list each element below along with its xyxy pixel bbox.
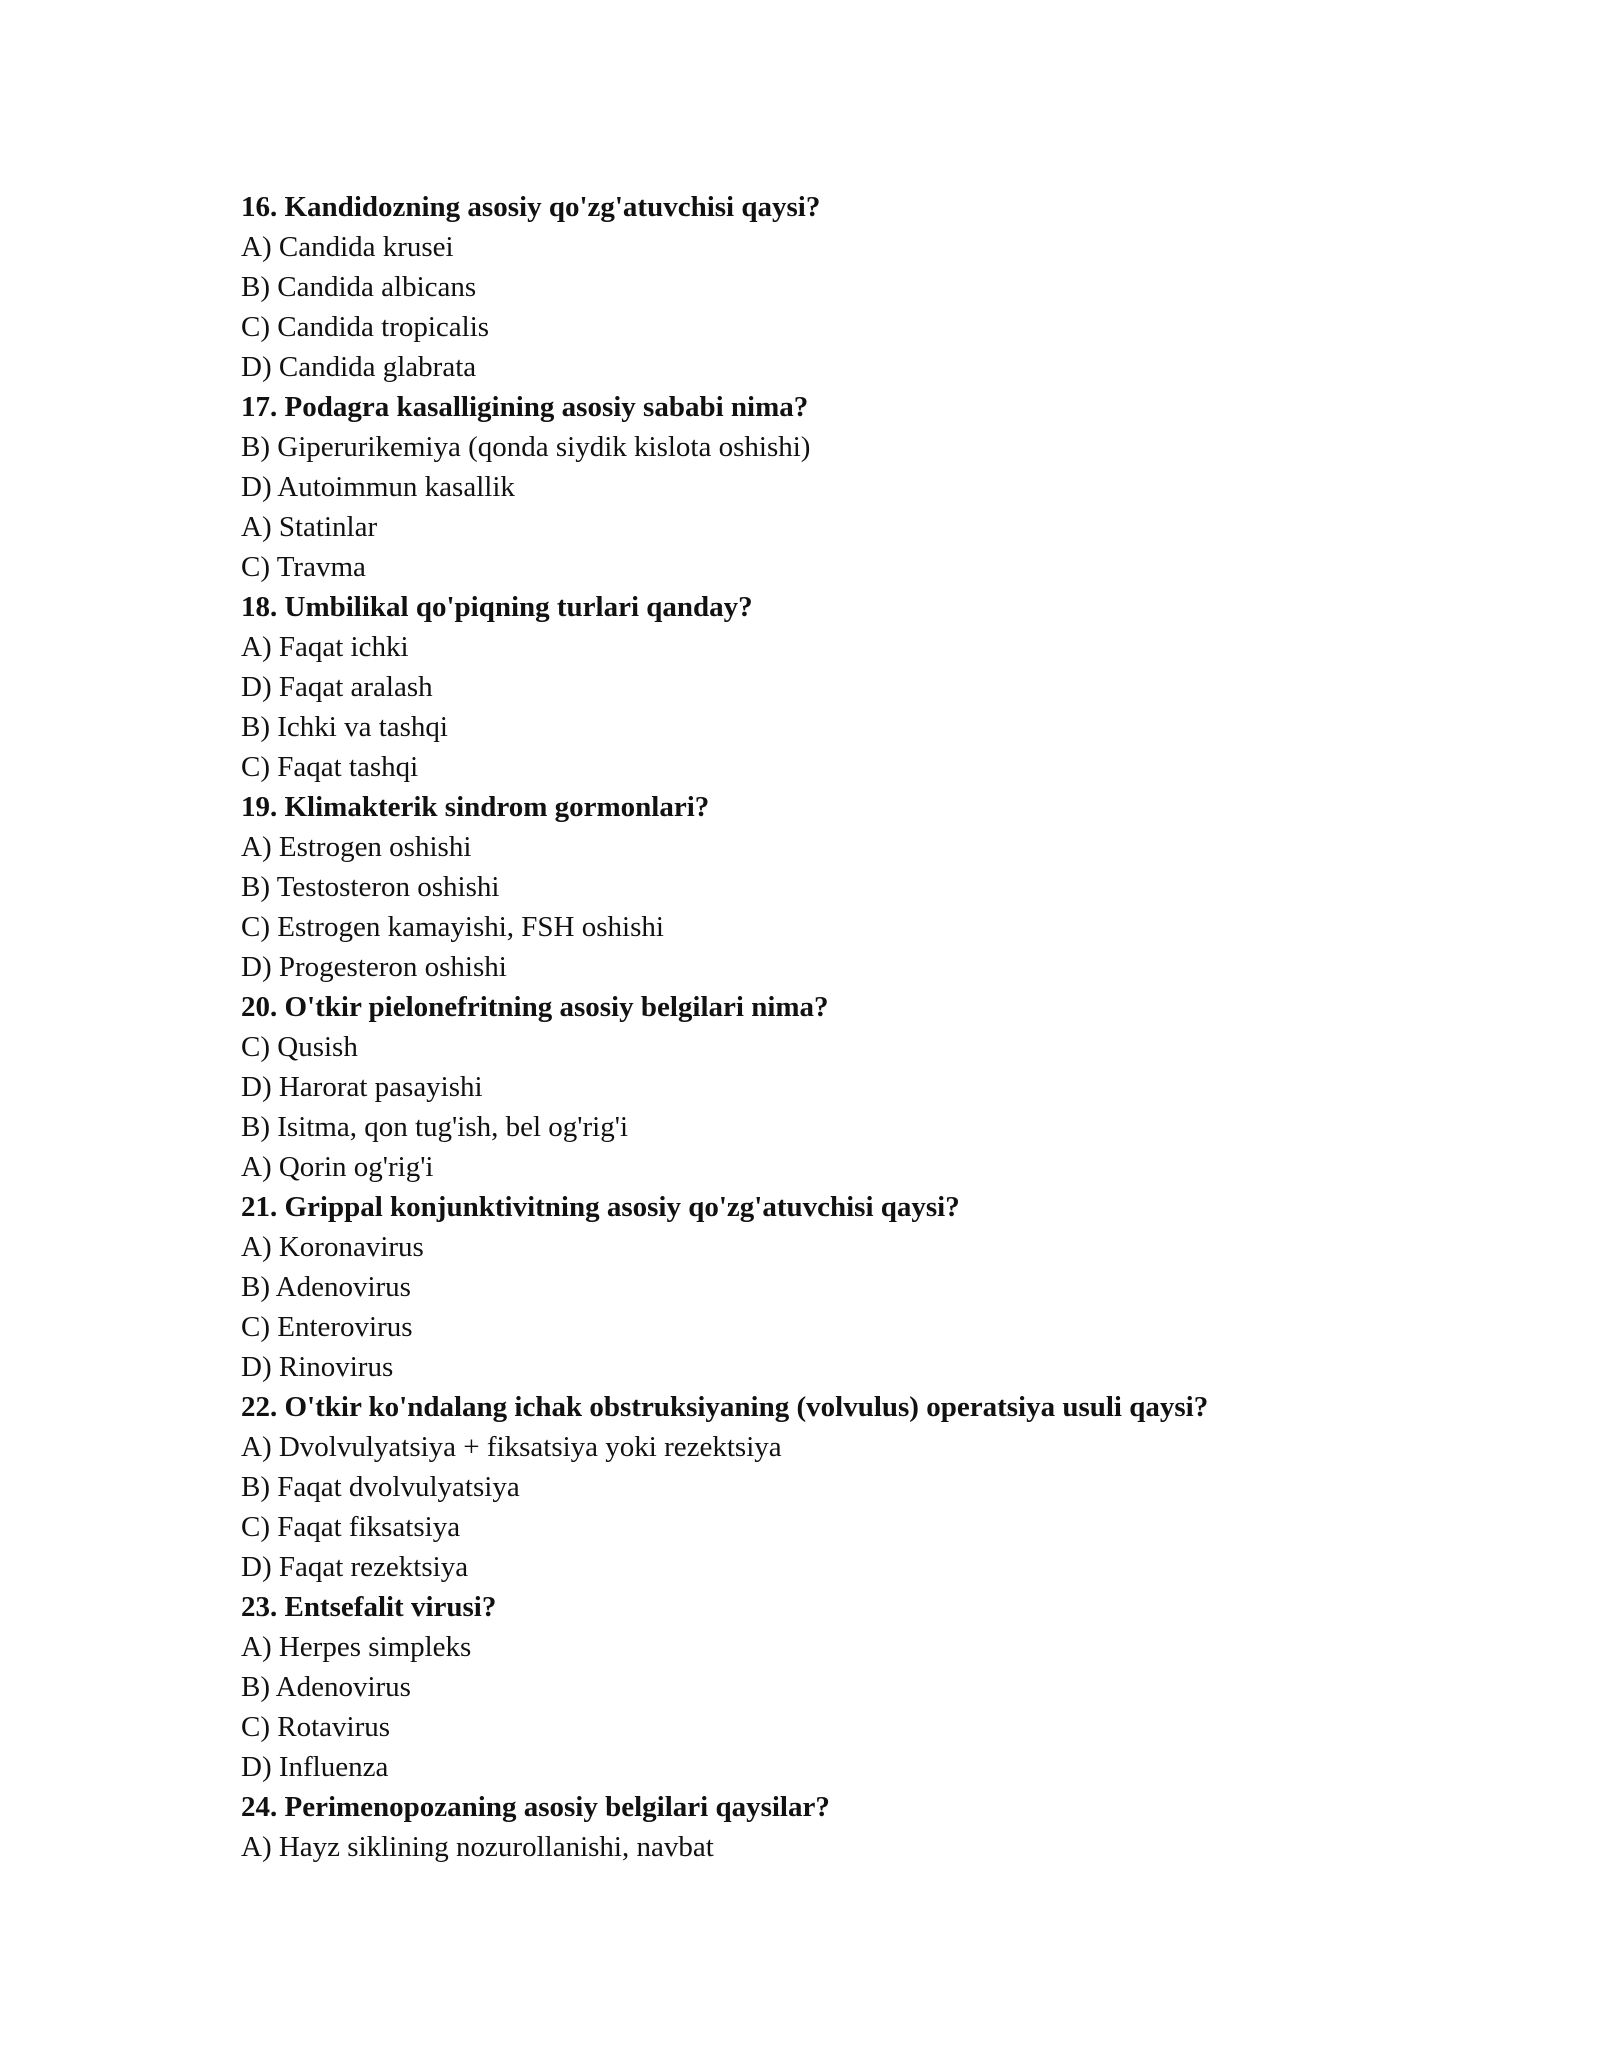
answer-option: C) Estrogen kamayishi, FSH oshishi xyxy=(241,911,664,943)
answer-option: B) Isitma, qon tug'ish, bel og'rig'i xyxy=(241,1111,629,1143)
question-list xyxy=(241,187,1441,1867)
answer-option: A) Candida krusei xyxy=(241,231,454,263)
question-title: 24. Perimenopozaning asosiy belgilari qaysilar? xyxy=(241,1791,830,1823)
answer-option: C) Qusish xyxy=(241,1031,358,1063)
question-title: 23. Entsefalit virusi? xyxy=(241,1591,497,1623)
question-title: 16. Kandidozning asosiy qo'zg'atuvchisi qaysi? xyxy=(241,191,821,223)
question-title: 18. Umbilikal qo'piqning turlari qanday? xyxy=(241,591,753,623)
answer-option: C) Faqat fiksatsiya xyxy=(241,1511,461,1543)
answer-option: D) Faqat aralash xyxy=(241,671,433,703)
answer-option: B) Testosteron oshishi xyxy=(241,871,500,903)
answer-option: D) Faqat rezektsiya xyxy=(241,1551,469,1583)
answer-option: A) Hayz siklining nozurollanishi, navbat xyxy=(241,1831,714,1863)
answer-option: A) Faqat ichki xyxy=(241,631,409,663)
answer-option: C) Enterovirus xyxy=(241,1311,413,1343)
answer-option: A) Statinlar xyxy=(241,511,378,543)
answer-option: A) Estrogen oshishi xyxy=(241,831,472,863)
answer-option: C) Rotavirus xyxy=(241,1711,391,1743)
answer-option: B) Adenovirus xyxy=(241,1271,411,1303)
answer-option: C) Candida tropicalis xyxy=(241,311,490,343)
question-title: 17. Podagra kasalligining asosiy sababi nima? xyxy=(241,391,809,423)
answer-option: B) Giperurikemiya (qonda siydik kislota oshishi) xyxy=(241,431,811,463)
answer-option: D) Harorat pasayishi xyxy=(241,1071,483,1103)
answer-option: D) Progesteron oshishi xyxy=(241,951,507,983)
answer-option: D) Rinovirus xyxy=(241,1351,394,1383)
answer-option: C) Travma xyxy=(241,551,366,583)
answer-option: D) Candida glabrata xyxy=(241,351,477,383)
answer-option: D) Autoimmun kasallik xyxy=(241,471,515,503)
answer-option: B) Ichki va tashqi xyxy=(241,711,448,743)
answer-option: A) Qorin og'rig'i xyxy=(241,1151,434,1183)
answer-option: B) Faqat dvolvulyatsiya xyxy=(241,1471,520,1503)
question-title: 20. O'tkir pielonefritning asosiy belgilari nima? xyxy=(241,991,829,1023)
answer-option: D) Influenza xyxy=(241,1751,389,1783)
answer-option: A) Herpes simpleks xyxy=(241,1631,472,1663)
question-title: 21. Grippal konjunktivitning asosiy qo'zg'atuvchisi qaysi? xyxy=(241,1191,960,1223)
question-title: 22. O'tkir ko'ndalang ichak obstruksiyaning (volvulus) operatsiya usuli qaysi? xyxy=(241,1391,1209,1423)
answer-option: A) Dvolvulyatsiya + fiksatsiya yoki rezektsiya xyxy=(241,1431,782,1463)
answer-option: C) Faqat tashqi xyxy=(241,751,419,783)
question-title: 19. Klimakterik sindrom gormonlari? xyxy=(241,791,710,823)
answer-option: B) Candida albicans xyxy=(241,271,477,303)
answer-option: A) Koronavirus xyxy=(241,1231,424,1263)
answer-option: B) Adenovirus xyxy=(241,1671,411,1703)
